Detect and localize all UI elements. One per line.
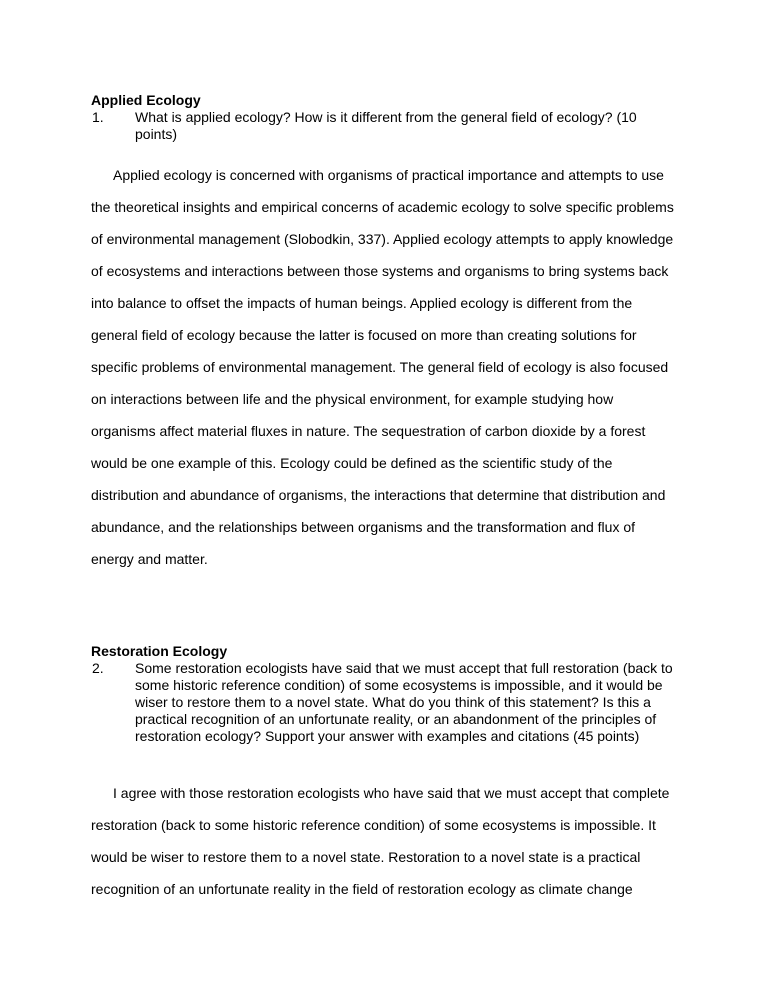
question-number: 1. bbox=[92, 109, 104, 125]
answer-line: on interactions between life and the physical environment, for example studying how bbox=[91, 391, 614, 407]
answer-line: into balance to offset the impacts of human beings. Applied ecology is different from the bbox=[91, 295, 633, 311]
answer-line: of environmental management (Slobodkin, 337). Applied ecology attempts to apply knowledge bbox=[91, 231, 674, 247]
answer-line: would be wiser to restore them to a novel state. Restoration to a novel state is a practical bbox=[91, 849, 641, 865]
answer-line: specific problems of environmental management. The general field of ecology is also focused bbox=[91, 359, 669, 375]
answer-line: would be one example of this. Ecology could be defined as the scientific study of the bbox=[91, 455, 613, 471]
answer-line: abundance, and the relationships between organisms and the transformation and flux of bbox=[91, 519, 636, 535]
question-number: 2. bbox=[92, 660, 104, 676]
question-2 bbox=[92, 660, 675, 745]
question-text: What is applied ecology? How is it different from the general field of ecology? (10 points) bbox=[135, 109, 637, 142]
answer-line: recognition of an unfortunate reality in the field of restoration ecology as climate change bbox=[91, 881, 633, 897]
answer-1 bbox=[91, 159, 683, 575]
question-1 bbox=[92, 109, 675, 143]
answer-line: I agree with those restoration ecologists who have said that we must accept that complete bbox=[113, 785, 670, 801]
answer-line: of ecosystems and interactions between those systems and organisms to bring systems back bbox=[91, 263, 669, 279]
answer-2 bbox=[91, 777, 683, 905]
answer-line: energy and matter. bbox=[91, 551, 208, 567]
answer-line: restoration (back to some historic reference condition) of some ecosystems is impossible. It bbox=[91, 817, 656, 833]
section-heading-applied-ecology: Applied Ecology bbox=[91, 92, 201, 108]
answer-line: Applied ecology is concerned with organisms of practical importance and attempts to use bbox=[113, 167, 664, 183]
answer-line: the theoretical insights and empirical concerns of academic ecology to solve specific problems bbox=[91, 199, 674, 215]
section-heading-restoration-ecology: Restoration Ecology bbox=[91, 643, 228, 659]
answer-line: distribution and abundance of organisms, the interactions that determine that distribution and bbox=[91, 487, 666, 503]
answer-line: general field of ecology because the latter is focused on more than creating solutions for bbox=[91, 327, 637, 343]
question-text: Some restoration ecologists have said that we must accept that full restoration (back to some historic reference condition) of some ecosystems is impossible, and it would be wiser to restore them to a novel state. What do you think of this statement? Is this a practical recognition of an unfortunate reality, or an abandonment of the principles of restoration ecology? Support your answer with examples and citations (45 points) bbox=[135, 660, 673, 744]
answer-line: organisms affect material fluxes in nature. The sequestration of carbon dioxide by a forest bbox=[91, 423, 646, 439]
